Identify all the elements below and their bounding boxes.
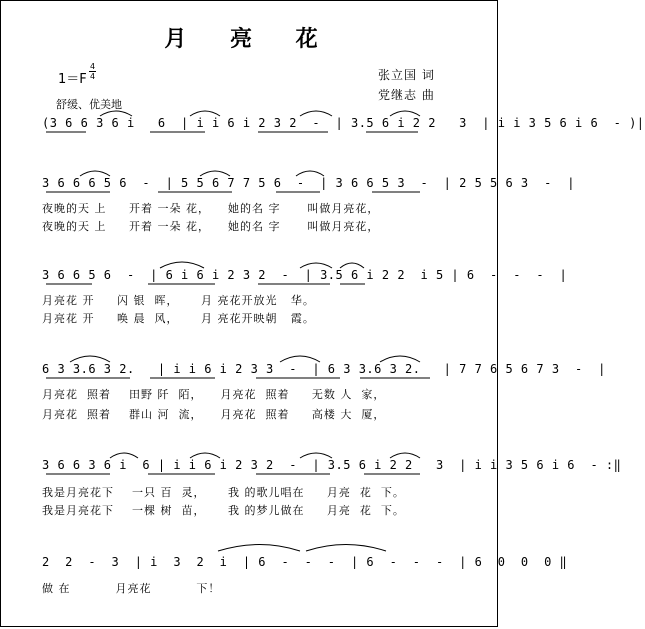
slur (340, 263, 364, 268)
meter-top: 4 (89, 62, 96, 71)
slur (190, 453, 220, 458)
slur (390, 453, 420, 458)
lyric-line-4b: 月亮花 照着 群山 河 流， 月亮花 照着 高楼 大 厦， (42, 408, 386, 421)
tie (306, 545, 386, 552)
lyric-line-3b: 月亮花 开 唤 晨 风， 月 亮花开映朝 霞。 (42, 312, 315, 325)
lyric-line-6: 做 在 月亮花 下！ (42, 582, 221, 595)
notation-line-6: 2 2 - 3 | i 3 2 i | 6 - - - | 6 - - - | 6 0 0 0 ‖ (42, 555, 568, 569)
lyric-line-2a: 夜晚的天 上 开着 一朵 花， 她的名 字 叫做月亮花， (42, 202, 380, 215)
slur (200, 171, 230, 176)
notation-line-4: 6 3 3.6 3 2. | i i 6 i 2 3 3 - | 6 3 3.6 3 2. | 7 7 6 5 6 7 3 - | (42, 362, 606, 376)
tie (218, 545, 300, 552)
slur (110, 453, 138, 458)
slur (190, 111, 220, 116)
lyric-line-5a: 我是月亮花下 一只 百 灵， 我 的歌儿唱在 月亮 花 下。 (42, 486, 405, 499)
slur (296, 171, 324, 176)
slur (300, 263, 332, 268)
slur (280, 356, 320, 362)
slur (390, 111, 420, 116)
meter-bottom: 4 (89, 72, 96, 81)
notation-line-3: 3 6 6 5 6 - | 6 i 6 i 2 3 2 - | 3.5 6 i 2 2 i 5 | 6 - - - | (42, 268, 568, 282)
slur (100, 111, 132, 116)
song-title: 月 亮 花 (164, 26, 336, 52)
lyric-line-3a: 月亮花 开 闪 银 晖， 月 亮花开放光 华。 (42, 294, 315, 307)
slur (160, 262, 204, 268)
tempo-marking: 舒缓、优美地 (56, 98, 122, 111)
notation-line-1: (3 6 6 3 6 i 6 | i i 6 i 2 3 2 - | 3.5 6 i 2 2 3 | i i 3 5 6 i 6 - )| (42, 116, 645, 130)
lyricist-credit: 张立国 词 (378, 68, 435, 82)
lyric-line-4a: 月亮花 照着 田野 阡 陌， 月亮花 照着 无数 人 家， (42, 388, 386, 401)
notation-line-2: 3 6 6 6 5 6 - | 5 5 6 7 7 5 6 - | 3 6 6 5 3 - | 2 5 5 6 3 - | (42, 176, 575, 190)
slur (300, 111, 332, 116)
slur (70, 356, 110, 362)
lyric-line-2b: 夜晚的天 上 开着 一朵 花， 她的名 字 叫做月亮花， (42, 220, 380, 233)
slur (300, 453, 332, 458)
lyric-line-5b: 我是月亮花下 一棵 树 苗， 我 的梦儿做在 月亮 花 下。 (42, 504, 405, 517)
notation-line-5: 3 6 6 3 6 i 6 | i i 6 i 2 3 2 - | 3.5 6 i 2 2 3 | i i 3 5 6 i 6 - :‖ (42, 458, 622, 472)
slur (380, 356, 420, 362)
composer-credit: 党继志 曲 (378, 88, 435, 102)
key-signature: 1＝F (58, 72, 87, 87)
slur (80, 171, 110, 176)
